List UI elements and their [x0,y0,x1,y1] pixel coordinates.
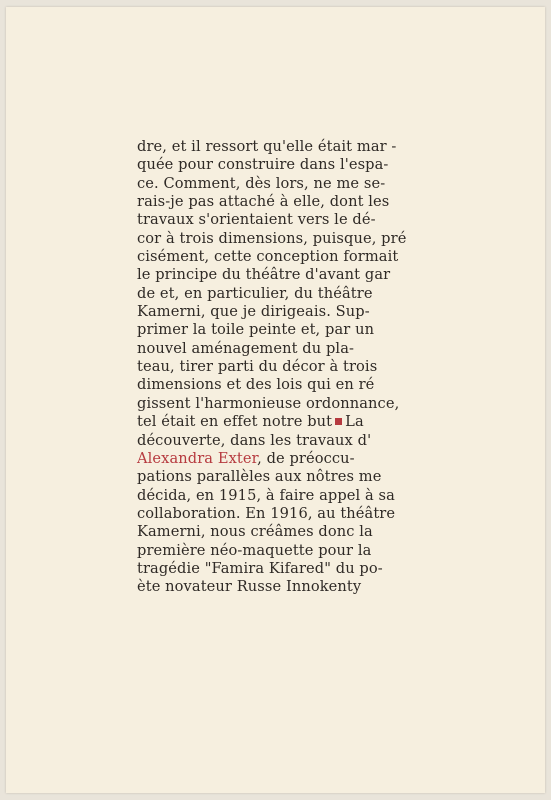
text-line-16 [137,413,427,431]
text-line-18-tail: , de préoccu- [257,449,355,467]
red-square-mark [335,418,342,425]
text-line-23: première néo-maquette pour la [137,541,372,559]
paper-sheet [6,7,545,793]
calligraphic-text-block [137,138,427,597]
text-line-16-text: tel était en effet notre but [137,413,333,431]
text-line-19: pations parallèles aux nôtres me [137,468,382,486]
text-line-13: teau, tirer parti du décor à trois [137,358,378,376]
text-line-25: ète novateur Russe Innokenty [137,578,362,596]
text-line-1: dre, et il ressort qu'elle était mar - [137,138,397,155]
text-line-15: gissent l'harmonieuse ordonnance, [137,394,400,412]
text-line-12: nouvel aménagement du pla- [137,339,355,357]
text-line-10: Kamerni, que je dirigeais. Sup- [137,303,370,321]
text-line-18 [137,450,427,468]
text-line-14: dimensions et des lois qui en ré [137,376,375,394]
text-line-2: quée pour construire dans l'espa- [137,156,389,174]
text-line-16-tail: La [345,413,364,431]
text-line-20: décida, en 1915, à faire appel à sa [137,486,395,504]
text-line-3: ce. Comment, dès lors, ne me se- [137,174,386,192]
text-line-8: le principe du théâtre d'avant gar [137,266,391,284]
text-line-11: primer la toile peinte et, par un [137,321,375,339]
text-line-24: tragédie "Famira Kifared" du po- [137,559,383,577]
text-line-9: de et, en particulier, du théâtre [137,284,373,302]
text-line-5: travaux s'orientaient vers le dé- [137,211,376,229]
text-line-7: cisément, cette conception formait [137,248,399,266]
artist-name-highlight: Alexandra Exter [137,449,258,467]
text-line-6: cor à trois dimensions, puisque, pré [137,229,407,247]
text-line-4: rais-je pas attaché à elle, dont les [137,193,390,211]
text-line-17: découverte, dans les travaux d' [137,431,372,449]
text-line-21: collaboration. En 1916, au théâtre [137,504,396,522]
text-line-22: Kamerni, nous créâmes donc la [137,523,373,541]
